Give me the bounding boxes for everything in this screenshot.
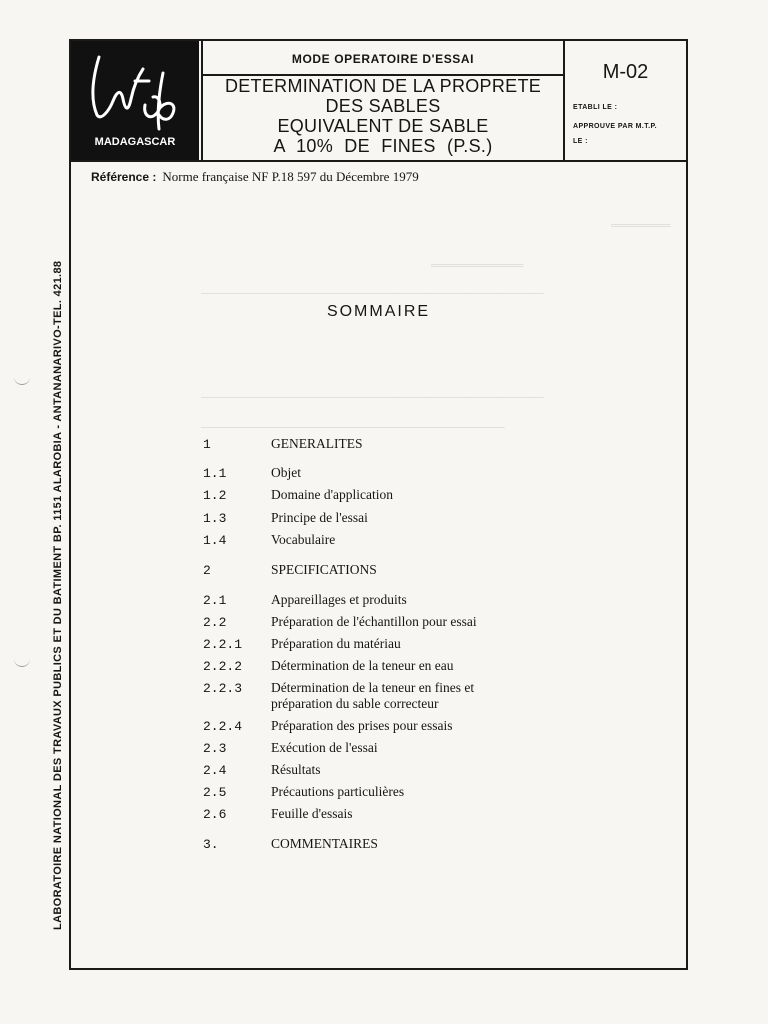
logo-country: MADAGASCAR — [94, 136, 176, 148]
toc-label-line: GENERALITES — [271, 436, 363, 451]
punch-hole-mark — [14, 372, 30, 385]
toc-number: 2.4 — [203, 763, 227, 778]
document-code: M-02 — [602, 61, 649, 83]
toc-number: 2.2.2 — [203, 659, 243, 674]
bleed-through-mark: ──────────────────────────────────────────────────── — [201, 393, 545, 405]
title-line: DES SABLES — [325, 96, 441, 116]
toc-label — [271, 784, 404, 800]
toc-label — [271, 510, 368, 526]
toc-label — [271, 532, 335, 548]
toc-number: 2.1 — [203, 593, 227, 608]
bleed-through-mark: ═════════ — [611, 221, 671, 233]
document-frame — [69, 39, 688, 970]
bleed-through-mark: ══════════════ — [431, 261, 524, 273]
title-line: EQUIVALENT DE SABLE — [277, 116, 489, 136]
laboratory-address: LABORATOIRE NATIONAL DES TRAVAUX PUBLICS ET DU BATIMENT BP. 1151 ALAROBIA - ANTANANARIVO-TEL. 421.88 — [52, 260, 64, 930]
toc-label-line: Domaine d'application — [271, 487, 394, 502]
toc-label — [271, 806, 353, 822]
toc-label-line: Préparation de l'échantillon pour essai — [271, 614, 477, 629]
toc-number: 1.3 — [203, 511, 227, 526]
punch-hole-mark — [14, 654, 30, 667]
toc-label-line: Détermination de la teneur en fines et — [271, 680, 475, 695]
toc-label — [271, 436, 363, 452]
toc-label — [271, 592, 407, 608]
bleed-through-mark: ────────────────────────────────────────────── — [201, 423, 505, 435]
toc-label-line: SPECIFICATIONS — [271, 562, 377, 577]
toc-label-line: Appareillages et produits — [271, 592, 407, 607]
toc-label-line: Exécution de l'essai — [271, 740, 378, 755]
etabli-label: ETABLI LE : — [573, 104, 618, 111]
toc-label-line: Vocabulaire — [271, 532, 336, 547]
toc-label-line: Feuille d'essais — [271, 806, 353, 821]
toc-number: 2.5 — [203, 785, 227, 800]
toc-label-line: Préparation du matériau — [271, 636, 401, 651]
toc-number: 2.2.4 — [203, 719, 243, 734]
toc-number: 2.2 — [203, 615, 227, 630]
toc-label-line: COMMENTAIRES — [271, 836, 378, 851]
toc-label — [271, 562, 377, 578]
toc-label — [271, 465, 301, 481]
toc-label-line: Résultats — [271, 762, 321, 777]
toc-label — [271, 636, 401, 652]
toc-label — [271, 680, 474, 712]
toc-number: 2.2.1 — [203, 637, 243, 652]
toc-label — [271, 740, 378, 756]
toc-number: 3. — [203, 837, 219, 852]
toc-number: 1.4 — [203, 533, 227, 548]
toc-number: 1.1 — [203, 466, 227, 481]
toc-label-line: Principe de l'essai — [271, 510, 368, 525]
toc-label — [271, 614, 477, 630]
toc-label — [271, 836, 378, 852]
reference-label: Référence : — [91, 170, 157, 184]
toc-number: 1.2 — [203, 488, 227, 503]
summary-title: SOMMAIRE — [326, 303, 431, 320]
toc-label-line: Objet — [271, 465, 301, 480]
toc-number: 2.6 — [203, 807, 227, 822]
toc-number: 2.2.3 — [203, 681, 243, 696]
toc-number: 2 — [203, 563, 211, 578]
toc-label — [271, 658, 454, 674]
document-type: MODE OPERATOIRE D'ESSAI — [203, 41, 563, 76]
approuve-label: APPROUVE PAR M.T.P. — [573, 123, 657, 130]
toc-label-line: préparation du sable correcteur — [271, 696, 439, 711]
le-label: LE : — [573, 138, 588, 145]
toc-label-line: Détermination de la teneur en eau — [271, 658, 454, 673]
toc-label — [271, 762, 321, 778]
toc-number: 1 — [203, 437, 211, 452]
table-of-contents — [71, 41, 686, 966]
bleed-through-mark: ──────────────────────────────────────────────────── — [201, 289, 545, 301]
reference-value: Norme française NF P.18 597 du Décembre 1979 — [162, 169, 419, 184]
toc-label-line: Précautions particulières — [271, 784, 405, 799]
title-line: A 10% DE FINES (P.S.) — [273, 136, 493, 156]
title-line: DETERMINATION DE LA PROPRETE — [224, 76, 542, 96]
toc-label — [271, 487, 393, 503]
toc-number: 2.3 — [203, 741, 227, 756]
toc-label — [271, 718, 452, 734]
toc-label-line: Préparation des prises pour essais — [271, 718, 453, 733]
